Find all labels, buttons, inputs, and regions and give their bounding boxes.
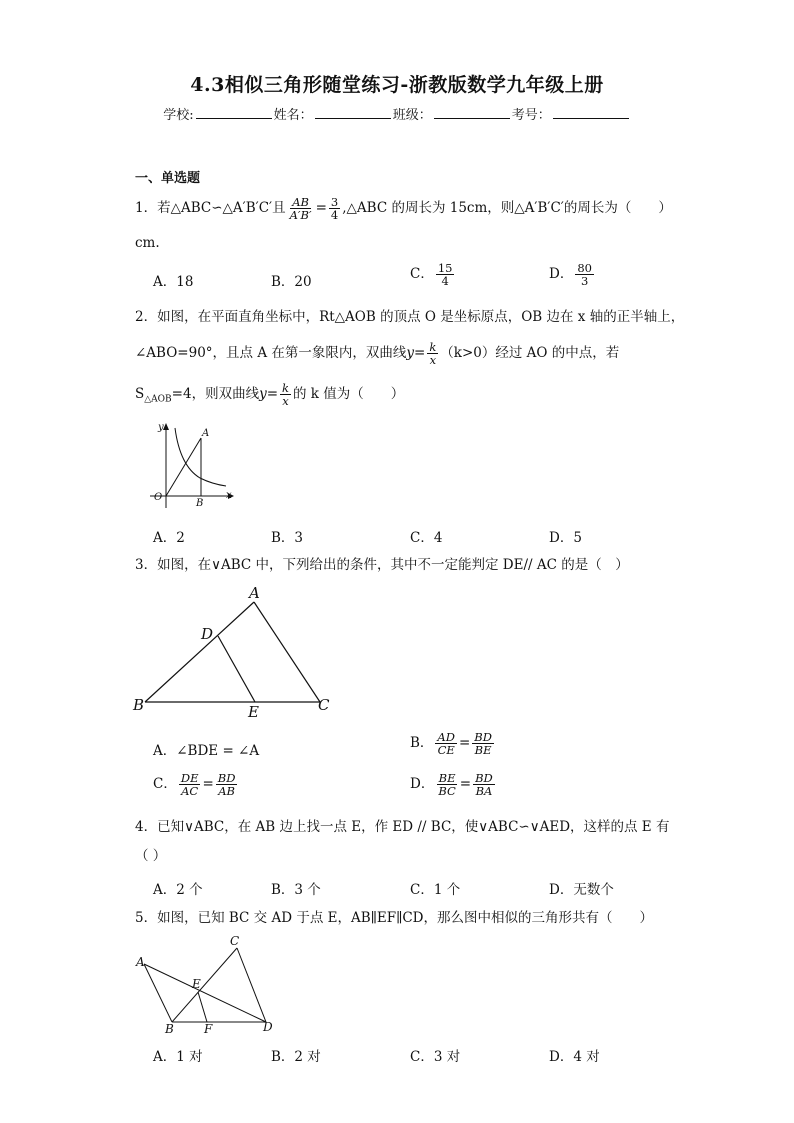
q1-option-a[interactable]: A．18: [153, 274, 194, 290]
q5-segment-cd: [237, 948, 266, 1022]
q3-segment-ba: [145, 602, 254, 702]
q2-label-y: y: [158, 422, 164, 433]
q3-option-b[interactable]: B． $\frac{AD}{CE}$ = $\frac{BD}{BE}$: [410, 730, 492, 757]
q2-label-o: O: [154, 492, 163, 503]
q3-label-e: E: [248, 703, 259, 720]
q5-label-a: A: [136, 955, 145, 969]
q2-segment-oa: [166, 438, 201, 496]
q5-stem: 5．如图，已知 BC 交 AD 于点 E，AB∥EF∥CD，那么图中相似的三角形共有（ ）: [135, 910, 653, 926]
class-label: 班级：: [392, 108, 432, 123]
q2-figure: [140, 418, 240, 510]
school-blank[interactable]: [196, 106, 272, 119]
q5-segment-bc: [172, 948, 237, 1022]
q2-label-b: B: [196, 498, 204, 509]
q2-line3: $S_{\triangle AOB}=4$，则双曲线y= $\frac{k}{x}$ 的 k 值为（ ）: [135, 381, 405, 408]
q1-stem: [135, 196, 672, 221]
q2-option-c[interactable]: C．4: [410, 530, 443, 546]
q4-line1: 4．已知∨ABC，在 AB 边上找一点 E，作 ED // BC，使∨ABC∽∨AED，这样的点 E 有: [135, 819, 670, 835]
q3-segment-ac: [254, 602, 320, 702]
q5-label-d: D: [263, 1020, 273, 1034]
q5-option-d[interactable]: D．4 对: [549, 1049, 600, 1065]
q1-prefix: 1．若△ABC∽△A′B′C′且: [135, 200, 286, 216]
q1-option-b[interactable]: B．20: [271, 274, 312, 290]
q5-option-c[interactable]: C．3 对: [410, 1049, 461, 1065]
q2-option-a[interactable]: A．2: [153, 530, 185, 546]
id-blank[interactable]: [553, 106, 629, 119]
q1-middle: ,△ABC 的周长为 15cm，则△A′B′C′的周长为（ ）: [342, 200, 672, 216]
q5-label-f: F: [204, 1022, 213, 1036]
q5-segment-ab: [144, 964, 172, 1022]
q5-label-e: E: [192, 977, 201, 991]
q5-figure: [132, 932, 280, 1037]
q4-option-d[interactable]: D．无数个: [549, 882, 614, 898]
q3-option-d[interactable]: D． $\frac{BE}{BC}$ = $\frac{BD}{BA}$: [410, 771, 493, 798]
q4-option-c[interactable]: C．1 个: [410, 882, 461, 898]
q3-stem: 3．如图，在∨ABC 中，下列给出的条件，其中不一定能判定 DE// AC 的是（ ）: [135, 557, 629, 573]
section-title: 一、单选题: [135, 171, 201, 186]
q5-option-a[interactable]: A．1 对: [153, 1049, 203, 1065]
q4-option-a[interactable]: A．2 个: [153, 882, 203, 898]
q2-line1: 2．如图，在平面直角坐标中，Rt△AOB 的顶点 O 是坐标原点，OB 边在 x 轴的正半轴上，: [135, 309, 685, 325]
q4-line2: （ ）: [135, 848, 167, 864]
q3-option-c[interactable]: C． $\frac{DE}{AC}$ = $\frac{BD}{AB}$: [153, 771, 236, 798]
q1-eq: =: [315, 200, 327, 216]
q2-y-arrow: [163, 423, 169, 430]
q3-figure: [128, 584, 338, 720]
q5-option-b[interactable]: B．2 对: [271, 1049, 321, 1065]
q3-label-d: D: [201, 625, 214, 643]
q4-option-b[interactable]: B．3 个: [271, 882, 321, 898]
q3-option-a[interactable]: A．∠BDE = ∠A: [153, 743, 260, 759]
q3-label-c: C: [318, 696, 330, 714]
q5-segment-ef: [198, 992, 207, 1022]
class-blank[interactable]: [434, 106, 510, 119]
q5-segment-ad: [144, 964, 266, 1022]
q5-label-c: C: [230, 934, 240, 948]
q1-frac-ab: $\frac{AB}{A'B'}$: [289, 195, 312, 222]
q3-segment-de: [218, 636, 255, 702]
page-title: 4.3相似三角形随堂练习-浙教版数学九年级上册: [190, 74, 604, 96]
q1-option-c[interactable]: C． $\frac{15}{4}$: [410, 261, 453, 288]
name-blank[interactable]: [315, 106, 391, 119]
q2-label-x: x: [226, 490, 232, 501]
name-label: 姓名：: [273, 108, 313, 123]
q1-option-d[interactable]: D． $\frac{80}{3}$: [549, 261, 592, 288]
school-label: 学校:: [163, 108, 194, 123]
q2-label-a: A: [202, 428, 210, 439]
q2-line2: ∠ABO=90°，且点 A 在第一象限内，双曲线y= $\frac{k}{x}$ （k>0）经过 AO 的中点，若: [135, 340, 620, 367]
q3-label-b: B: [133, 696, 145, 714]
q3-label-a: A: [249, 584, 260, 602]
q2-option-b[interactable]: B．3: [271, 530, 304, 546]
q1-tail: cm.: [135, 235, 160, 251]
q5-label-b: B: [165, 1022, 174, 1036]
q2-option-d[interactable]: D．5: [549, 530, 582, 546]
id-label: 考号：: [511, 108, 551, 123]
q1-frac-34: $\frac{3}{4}$: [330, 195, 339, 222]
student-info-line: [0, 104, 794, 123]
